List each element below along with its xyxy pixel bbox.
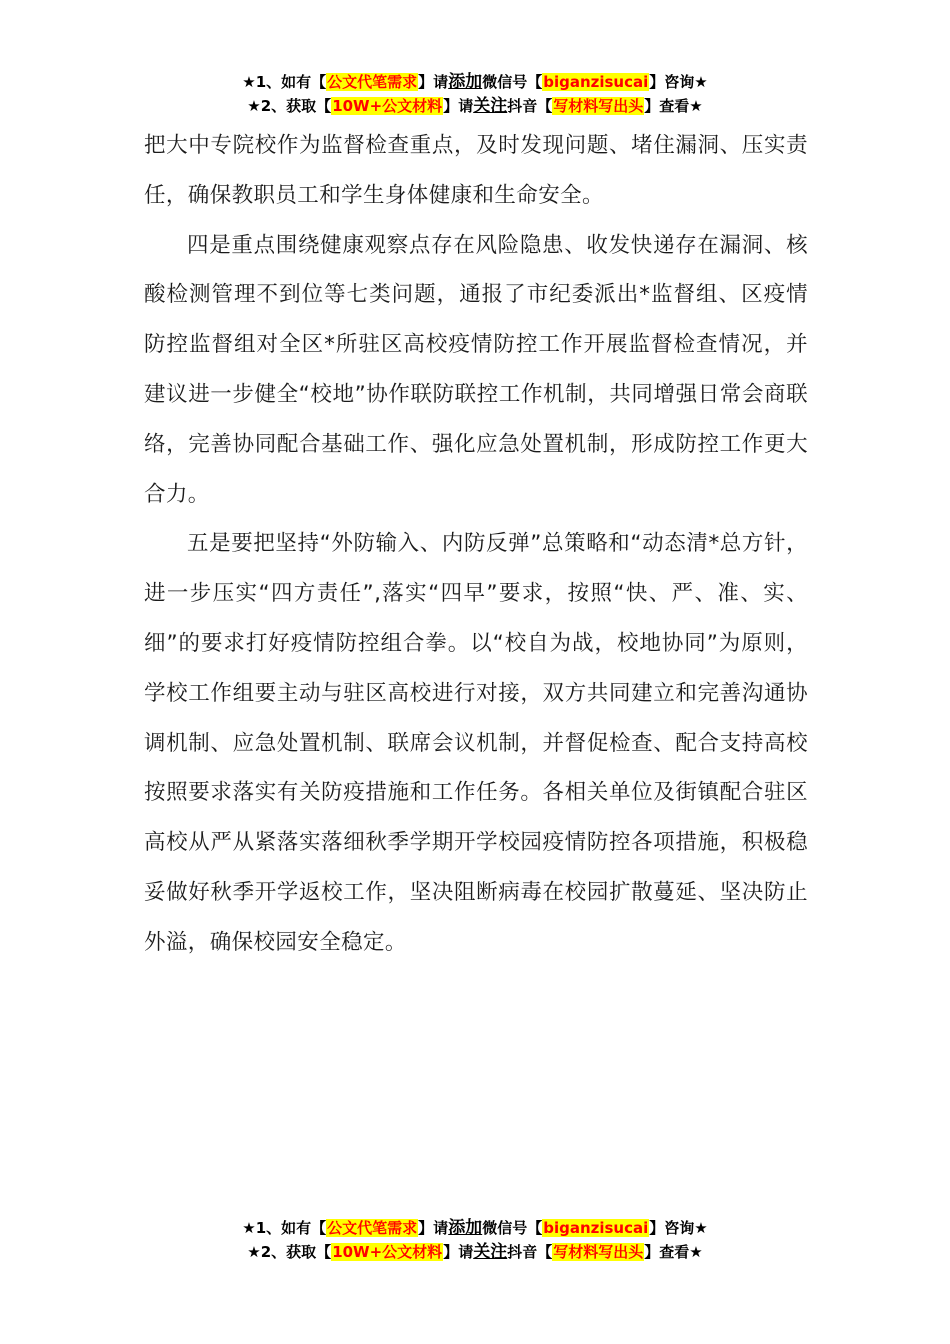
banner-highlight: 公文代笔需求	[327, 73, 418, 91]
banner-text: ★2、获取【	[247, 1243, 332, 1261]
banner-text: 微信号【	[482, 73, 543, 91]
banner-highlight: 公文代笔需求	[327, 1219, 418, 1237]
paragraph-continuation: 把大中专院校作为监督检查重点，及时发现问题、堵住漏洞、压实责任，确保教职员工和学生身体健康和生命安全。	[144, 133, 808, 208]
banner-highlight: biganzisucai	[543, 73, 649, 91]
banner-highlight: 写材料写出头	[553, 1243, 644, 1261]
banner-text: 抖音【	[507, 97, 553, 115]
document-body	[144, 121, 808, 968]
banner-text: 微信号【	[482, 1219, 543, 1237]
header-banner-line-2	[0, 94, 950, 118]
banner-highlight: 10W+公文材料	[332, 1243, 443, 1261]
banner-highlight: biganzisucai	[543, 1219, 649, 1237]
banner-text: 抖音【	[507, 1243, 553, 1261]
banner-highlight: 写材料写出头	[553, 97, 644, 115]
banner-text: 】请	[418, 73, 449, 91]
banner-text: 】咨询★	[649, 73, 708, 91]
header-banner	[0, 70, 950, 118]
banner-highlight: 10W+公文材料	[332, 97, 443, 115]
banner-text: 】请	[443, 1243, 474, 1261]
banner-text: 】查看★	[644, 97, 703, 115]
footer-banner-line-2	[0, 1240, 950, 1264]
footer-banner-line-1	[0, 1216, 950, 1240]
paragraph-point-four: 四是重点围绕健康观察点存在风险隐患、收发快递存在漏洞、核酸检测管理不到位等七类问题，通报了市纪委派出*监督组、区疫情防控监督组对全区*所驻区高校疫情防控工作开展监督检查情况，并建议进一步健全“校地”协作联防联控工作机制，共同增强日常会商联络，完善协同配合基础工作、强化应急处置机制，形成防控工作更大合力。	[144, 232, 808, 507]
banner-text: 】咨询★	[649, 1219, 708, 1237]
banner-text: 】查看★	[644, 1243, 703, 1261]
paragraph-point-five: 五是要把坚持“外防输入、内防反弹”总策略和“动态清*总方针，进一步压实“四方责任”,落实“四早”要求，按照“快、严、准、实、细”的要求打好疫情防控组合拳。以“校自为战，校地协同”为原则，学校工作组要主动与驻区高校进行对接，双方共同建立和完善沟通协调机制、应急处置机制、联席会议机制，并督促检查、配合支持高校按照要求落实有关防疫措施和工作任务。各相关单位及街镇配合驻区高校从严从紧落实落细秋季学期开学校园疫情防控各项措施，积极稳妥做好秋季开学返校工作，坚决阻断病毒在校园扩散蔓延、坚决防止外溢，确保校园安全稳定。	[144, 531, 808, 955]
header-banner-line-1	[0, 70, 950, 94]
footer-banner	[0, 1216, 950, 1264]
banner-emphasis: 添加	[448, 1218, 483, 1238]
banner-text: ★1、如有【	[242, 73, 327, 91]
banner-text: ★2、获取【	[247, 97, 332, 115]
banner-text: 】请	[443, 97, 474, 115]
banner-text: 】请	[418, 1219, 449, 1237]
banner-emphasis: 关注	[473, 1242, 508, 1262]
banner-emphasis: 关注	[473, 96, 508, 116]
banner-text: ★1、如有【	[242, 1219, 327, 1237]
banner-emphasis: 添加	[448, 72, 483, 92]
